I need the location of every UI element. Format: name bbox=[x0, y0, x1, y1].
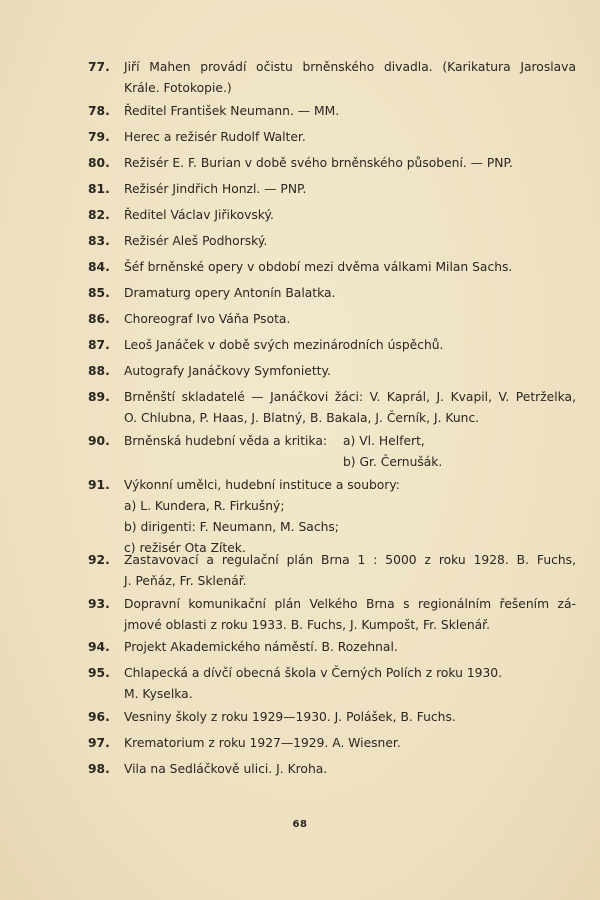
entry-text: Výkonní umělci, hudební instituce a soubory: bbox=[124, 478, 400, 492]
entry-number: 96. bbox=[88, 710, 110, 724]
entry-text: M. Kyselka. bbox=[124, 687, 193, 701]
entry-text: Herec a režisér Rudolf Walter. bbox=[124, 130, 306, 144]
entry-number: 79. bbox=[88, 130, 110, 144]
entry-text: O. Chlubna, P. Haas, J. Blatný, B. Bakala, J. Černík, J. Kunc. bbox=[124, 411, 480, 425]
entry-text: Ředitel František Neumann. — MM. bbox=[124, 104, 340, 118]
entry-subitem: c) režisér Ota Zítek. bbox=[124, 541, 246, 555]
entry-text: Chlapecká a dívčí obecná škola v Černých Polích z roku 1930. bbox=[124, 666, 503, 680]
entry-number: 86. bbox=[88, 312, 110, 326]
entry-text: Vesniny školy z roku 1929—1930. J. Polášek, B. Fuchs. bbox=[124, 710, 456, 724]
entry-number: 85. bbox=[88, 286, 110, 300]
entry-number: 98. bbox=[88, 762, 110, 776]
entry-subitem: a) L. Kundera, R. Firkušný; bbox=[124, 499, 285, 513]
entry-number: 97. bbox=[88, 736, 110, 750]
entry-number: 81. bbox=[88, 182, 110, 196]
entry-number: 77. bbox=[88, 60, 110, 74]
entry-text: Brněnští skladatelé — Janáčkovi žáci: V. Kaprál, J. Kvapil, V. Petrželka, bbox=[124, 390, 576, 404]
entry-text: Autografy Janáčkovy Symfonietty. bbox=[124, 364, 331, 378]
entry-text: Dopravní komunikační plán Velkého Brna s regionálním řešením zá- bbox=[124, 597, 576, 611]
entry-text: Krematorium z roku 1927—1929. A. Wiesner. bbox=[124, 736, 401, 750]
entry-text: Režisér Jindřich Honzl. — PNP. bbox=[124, 182, 307, 196]
entry-number: 90. bbox=[88, 434, 110, 448]
entry-number: 82. bbox=[88, 208, 110, 222]
entry-number: 95. bbox=[88, 666, 110, 680]
entry-number: 83. bbox=[88, 234, 110, 248]
entry-number: 93. bbox=[88, 597, 110, 611]
entry-number: 91. bbox=[88, 478, 110, 492]
entry-number: 87. bbox=[88, 338, 110, 352]
entry-text: Leoš Janáček v době svých mezinárodních úspěchů. bbox=[124, 338, 444, 352]
entry-text: J. Peňáz, Fr. Sklenář. bbox=[124, 574, 247, 588]
entry-text: Krále. Fotokopie.) bbox=[124, 81, 232, 95]
entry-text: Projekt Akademického náměstí. B. Rozehnal. bbox=[124, 640, 398, 654]
entry-text: Režisér E. F. Burian v době svého brněnského působení. — PNP. bbox=[124, 156, 513, 170]
entry-number: 94. bbox=[88, 640, 110, 654]
entry-subitem: b) dirigenti: F. Neumann, M. Sachs; bbox=[124, 520, 339, 534]
entry-text: Dramaturg opery Antonín Balatka. bbox=[124, 286, 336, 300]
entry-text: Ředitel Václav Jiřikovský. bbox=[124, 208, 274, 222]
entry-text: Choreograf Ivo Váňa Psota. bbox=[124, 312, 291, 326]
entry-text: Zastavovací a regulační plán Brna 1 : 5000 z roku 1928. B. Fuchs, bbox=[124, 553, 576, 567]
entry-text: jmové oblasti z roku 1933. B. Fuchs, J. Kumpošt, Fr. Sklenář. bbox=[124, 618, 490, 632]
entry-number: 89. bbox=[88, 390, 110, 404]
list-item bbox=[88, 431, 578, 469]
entry-number: 92. bbox=[88, 553, 110, 567]
entry-text: Šéf brněnské opery v období mezi dvěma válkami Milan Sachs. bbox=[124, 260, 513, 274]
entry-text: Vila na Sedláčkově ulici. J. Kroha. bbox=[124, 762, 328, 776]
entry-subitem: a) Vl. Helfert, bbox=[343, 434, 425, 448]
entry-number: 78. bbox=[88, 104, 110, 118]
entry-number: 88. bbox=[88, 364, 110, 378]
entry-subitem: b) Gr. Černušák. bbox=[343, 455, 443, 469]
entry-text: Režisér Aleš Podhorský. bbox=[124, 234, 268, 248]
page-number: 68 bbox=[292, 819, 308, 830]
entry-lead: Brněnská hudební věda a kritika: bbox=[124, 434, 328, 448]
entry-number: 84. bbox=[88, 260, 110, 274]
entry-text: Jiří Mahen provádí očistu brněnského divadla. (Karikatura Jaroslava bbox=[124, 60, 576, 74]
entry-number: 80. bbox=[88, 156, 110, 170]
